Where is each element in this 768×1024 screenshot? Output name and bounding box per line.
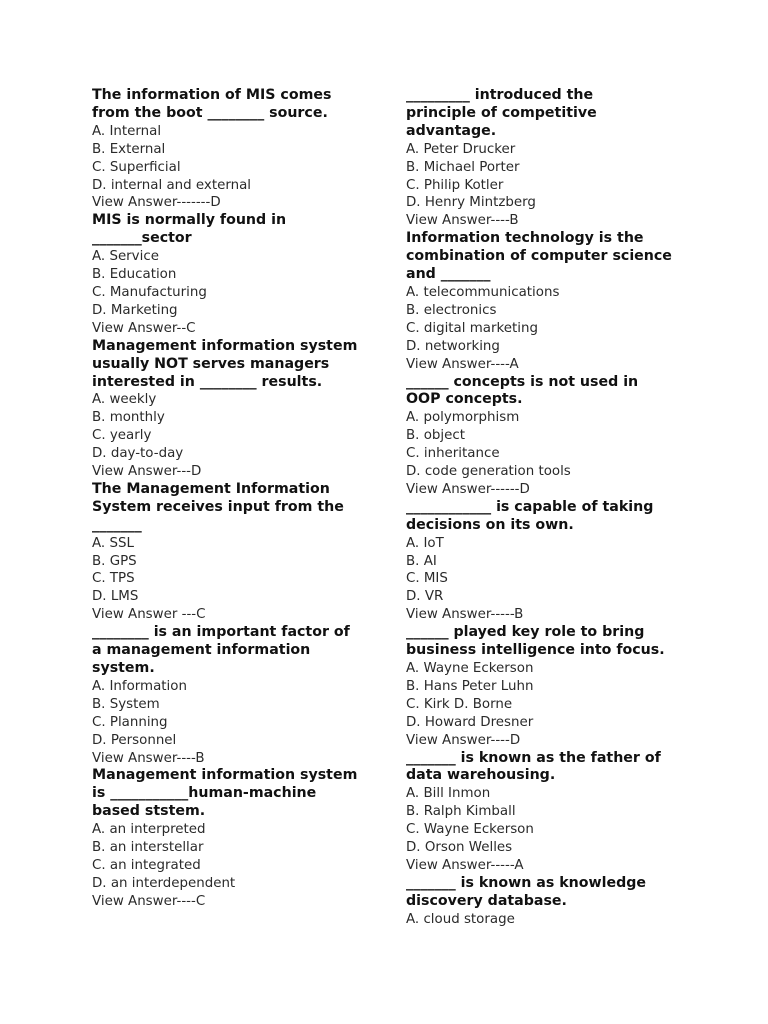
question-text: Management information system (92, 767, 358, 784)
answer-option: B. Ralph Kimball (406, 804, 516, 820)
left-column (92, 87, 372, 911)
view-answer: View Answer-------D (92, 195, 221, 211)
question-text: The information of MIS comes (92, 87, 332, 103)
answer-option: A. Wayne Eckerson (406, 661, 534, 676)
answer-option: B. External (92, 141, 166, 157)
answer-option: C. an integrated (92, 857, 201, 873)
answer-option: B. electronics (406, 302, 497, 318)
answer-option: D. VR (406, 589, 444, 605)
view-answer: View Answer----C (92, 893, 206, 909)
question-block (406, 875, 696, 929)
question-text: Management information system (92, 337, 358, 354)
answer-option: A. an interpreted (92, 822, 206, 838)
question-block (92, 767, 372, 910)
question-block (92, 624, 372, 767)
question-text: _______ is known as the father of (406, 749, 661, 766)
right-column (406, 87, 696, 929)
question-block (92, 87, 372, 212)
answer-option: D. Henry Mintzberg (406, 195, 536, 211)
answer-option: A. weekly (92, 392, 157, 408)
question-text: principle of competitive (406, 104, 597, 121)
question-block (406, 624, 696, 749)
answer-option: C. TPS (92, 571, 135, 587)
question-text: OOP concepts. (406, 391, 523, 408)
answer-option: A. telecommunications (406, 284, 560, 300)
answer-option: A. Information (92, 678, 187, 694)
answer-option: B. AI (406, 553, 437, 569)
question-text: system. (92, 660, 155, 676)
answer-option: B. object (406, 428, 465, 444)
answer-option: C. digital marketing (406, 320, 538, 336)
question-block (406, 87, 696, 230)
question-text: System receives input from the (92, 498, 344, 515)
answer-option: B. Hans Peter Luhn (406, 678, 534, 694)
answer-option: A. cloud storage (406, 911, 515, 927)
view-answer: View Answer-----B (406, 607, 524, 623)
answer-option: C. Philip Kotler (406, 177, 504, 193)
view-answer: View Answer---D (92, 464, 202, 480)
question-text: a management information (92, 642, 311, 659)
answer-option: D. code generation tools (406, 464, 571, 480)
answer-option: B. Education (92, 267, 177, 283)
question-block (406, 374, 696, 499)
question-text: advantage. (406, 122, 497, 139)
answer-option: C. Superficial (92, 159, 181, 175)
answer-option: D. LMS (92, 589, 139, 605)
question-text: from the boot ________ source. (92, 104, 328, 121)
question-text: _________ introduced the (406, 87, 594, 103)
question-text: _______ is known as knowledge (406, 874, 647, 891)
view-answer: View Answer-----A (406, 857, 524, 873)
view-answer: View Answer------D (406, 481, 530, 497)
question-text: _______sector (92, 230, 192, 247)
question-text: ______ played key role to bring (406, 624, 645, 641)
question-block (92, 338, 372, 481)
answer-option: B. GPS (92, 553, 137, 569)
answer-option: D. internal and external (92, 177, 252, 193)
question-block (406, 499, 696, 624)
answer-option: A. Internal (92, 123, 162, 139)
answer-option: C. Planning (92, 714, 168, 730)
view-answer: View Answer----B (406, 213, 519, 229)
answer-option: B. monthly (92, 410, 165, 426)
question-text: _______ (92, 516, 142, 533)
question-block (406, 230, 696, 373)
question-block (92, 212, 372, 337)
question-text: business intelligence into focus. (406, 642, 665, 659)
answer-option: C. yearly (92, 428, 152, 444)
answer-option: D. networking (406, 338, 500, 354)
answer-option: B. an interstellar (92, 840, 204, 856)
view-answer: View Answer----A (406, 356, 519, 372)
question-text: ____________ is capable of taking (406, 498, 654, 515)
answer-option: A. SSL (92, 535, 134, 551)
answer-option: C. Wayne Eckerson (406, 822, 534, 838)
answer-option: A. Peter Drucker (406, 141, 516, 157)
answer-option: D. Orson Welles (406, 840, 513, 856)
answer-option: D. an interdependent (92, 875, 236, 891)
question-text: ______ concepts is not used in (406, 373, 639, 390)
view-answer: View Answer----D (406, 732, 521, 748)
question-text: data warehousing. (406, 767, 556, 784)
view-answer: View Answer----B (92, 750, 205, 766)
question-text: MIS is normally found in (92, 212, 287, 229)
answer-option: B. System (92, 696, 160, 712)
answer-option: C. inheritance (406, 446, 500, 462)
answer-option: A. polymorphism (406, 410, 520, 426)
answer-option: C. Kirk D. Borne (406, 696, 513, 712)
view-answer: View Answer--C (92, 320, 196, 336)
answer-option: D. Howard Dresner (406, 714, 534, 730)
question-block (92, 481, 372, 624)
question-text: and _______ (406, 266, 491, 283)
question-text: ________ is an important factor of (92, 624, 350, 641)
answer-option: A. IoT (406, 535, 444, 551)
answer-option: C. MIS (406, 571, 448, 587)
question-text: discovery database. (406, 892, 567, 909)
question-text: based ststem. (92, 803, 206, 820)
answer-option: A. Bill Inmon (406, 786, 491, 802)
question-text: The Management Information (92, 480, 330, 497)
question-text: interested in ________ results. (92, 373, 323, 390)
question-text: combination of computer science (406, 248, 672, 265)
question-text: is ___________human-machine (92, 785, 317, 802)
question-text: usually NOT serves managers (92, 355, 330, 372)
answer-option: C. Manufacturing (92, 284, 207, 300)
answer-option: D. Personnel (92, 732, 177, 748)
answer-option: B. Michael Porter (406, 159, 520, 175)
view-answer: View Answer ---C (92, 607, 206, 623)
answer-option: A. Service (92, 249, 159, 265)
question-text: decisions on its own. (406, 516, 574, 533)
question-block (406, 750, 696, 875)
answer-option: D. day-to-day (92, 446, 184, 462)
answer-option: D. Marketing (92, 302, 178, 318)
question-text: Information technology is the (406, 230, 644, 247)
